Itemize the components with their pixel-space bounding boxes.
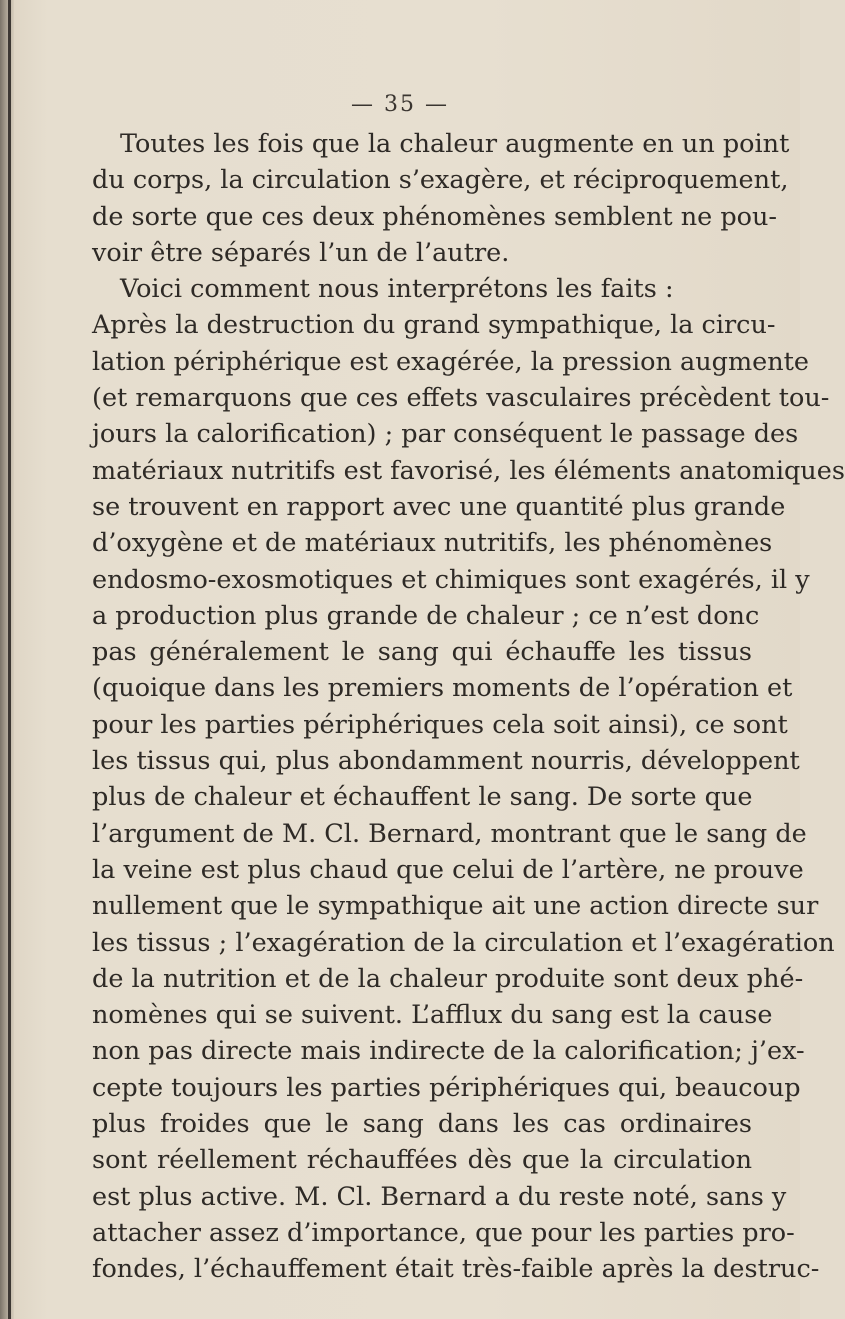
text-line: Après la destruction du grand sympathique, la circu- xyxy=(92,310,776,341)
text-line: pas généralement le sang qui échauffe les tissus xyxy=(92,637,752,668)
text-line: voir être séparés l’un de l’autre. xyxy=(92,237,510,268)
text-line: (quoique dans les premiers moments de l’opération et xyxy=(92,673,793,704)
text-line: nomènes qui se suivent. L’afflux du sang est la cause xyxy=(92,1000,773,1031)
text-line: attacher assez d’importance, que pour les parties pro- xyxy=(92,1217,795,1248)
text-line: de la nutrition et de la chaleur produite sont deux phé- xyxy=(92,963,804,994)
text-line: cepte toujours les parties périphériques qui, beaucoup xyxy=(92,1072,801,1103)
body-text xyxy=(92,126,845,1288)
page-number: — 35 — xyxy=(351,92,449,117)
text-line: Voici comment nous interprétons les faits : xyxy=(120,274,674,305)
text-line: plus froides que le sang dans les cas ordinaires xyxy=(92,1109,752,1140)
text-line: pour les parties périphériques cela soit ainsi), ce sont xyxy=(92,709,788,740)
text-line: jours la calorification) ; par conséquent le passage des xyxy=(92,419,799,450)
page-gutter-shadow xyxy=(0,0,14,1319)
text-line: fondes, l’échauffement était très-faible après la destruc- xyxy=(92,1254,820,1285)
text-line: est plus active. M. Cl. Bernard a du reste noté, sans y xyxy=(92,1181,787,1212)
text-line: non pas directe mais indirecte de la calorification; j’ex- xyxy=(92,1036,805,1067)
text-line: (et remarquons que ces effets vasculaires précèdent tou- xyxy=(92,383,830,414)
text-line: matériaux nutritifs est favorisé, les éléments anatomiques xyxy=(92,455,845,486)
text-line: endosmo-exosmotiques et chimiques sont exagérés, il y xyxy=(92,564,810,595)
page-binding-edge xyxy=(8,0,11,1319)
text-line: a production plus grande de chaleur ; ce n’est donc xyxy=(92,600,760,631)
text-line: la veine est plus chaud que celui de l’artère, ne prouve xyxy=(92,854,804,885)
text-line: les tissus ; l’exagération de la circulation et l’exagération xyxy=(92,927,835,958)
text-line: plus de chaleur et échauffent le sang. De sorte que xyxy=(92,782,753,813)
text-line: l’argument de M. Cl. Bernard, montrant que le sang de xyxy=(92,818,807,849)
text-line: Toutes les fois que la chaleur augmente en un point xyxy=(120,129,790,159)
text-line: sont réellement réchauffées dès que la circulation xyxy=(92,1145,752,1176)
text-line: se trouvent en rapport avec une quantité plus grande xyxy=(92,491,786,522)
text-line: lation périphérique est exagérée, la pression augmente xyxy=(92,346,809,377)
text-line: nullement que le sympathique ait une action directe sur xyxy=(92,891,819,922)
text-line: d’oxygène et de matériaux nutritifs, les phénomènes xyxy=(92,528,773,559)
text-line: de sorte que ces deux phénomènes semblent ne pou- xyxy=(92,201,778,232)
text-line: les tissus qui, plus abondamment nourris, développent xyxy=(92,746,800,777)
text-line: du corps, la circulation s’exagère, et réciproquement, xyxy=(92,165,789,196)
